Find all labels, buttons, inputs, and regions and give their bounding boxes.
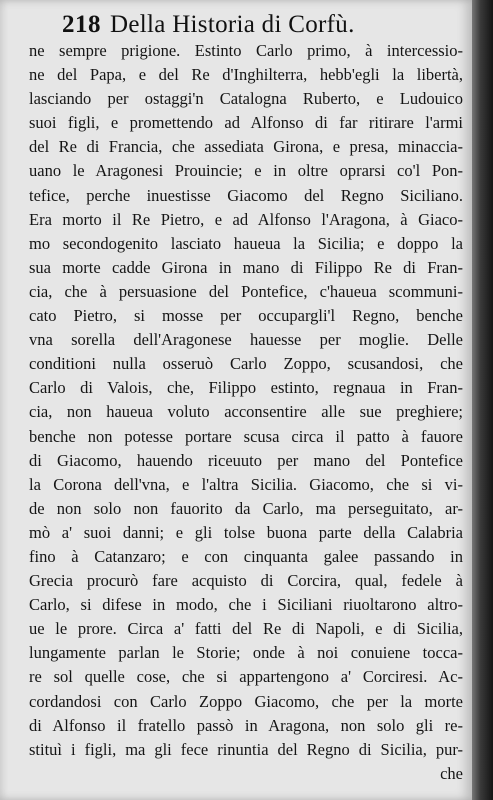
text-line: del Re di Francia, che assediata Girona, e presa, minaccia- [29,137,463,157]
text-line: cia, non haueua voluto acconsentire alle sue preghiere; [29,402,463,422]
body-text [29,39,463,786]
text-line: ne sempre prigione. Estinto Carlo primo, à intercessio- [29,41,463,60]
page-header [62,10,462,40]
catchword: che [440,763,463,783]
text-line: tefice, perche inuestisse Giacomo del Regno Siciliano. [29,185,463,205]
text-line: suoi figli, e promettendo ad Alfonso di far ritirare l'armi [29,113,463,133]
text-line: di Alfonso il fratello passò in Aragona, non solo gli re- [29,715,463,735]
text-line: stituì i figli, ma gli fece rinuntia del Regno di Sicilia, pur- [29,739,463,759]
text-line: lasciando per ostaggi'n Catalogna Ruberto, e Ludouico [29,89,463,109]
text-line: cordandosi con Carlo Zoppo Giacomo, che per la morte [29,691,463,711]
text-line: ne del Papa, e del Re d'Inghilterra, hebb'egli la libertà, [29,65,463,85]
text-line: lungamente parlan le Storie; onde à noi conuiene tocca- [29,643,463,663]
text-line: Era morto il Re Pietro, e ad Alfonso l'Aragona, à Giaco- [29,209,463,229]
text-line: mò a' suoi danni; e gli tolse buona parte della Calabria [29,522,463,542]
running-title: Della Historia di Corfù. [110,11,355,38]
text-line: mo secondogenito lasciato haueua la Sicilia; e doppo la [29,233,463,253]
text-line: uano le Aragonesi Prouincie; e in oltre oprarsi co'l Pon- [29,161,463,181]
text-line: di Giacomo, hauendo riceuuto per mano del Pontefice [29,450,463,470]
text-line: cato Pietro, si mosse per occupargli'l Regno, benche [29,306,463,326]
text-line: benche non potesse portare scusa circa il patto à fauore [29,426,463,446]
text-line: sua morte cadde Girona in mano di Filippo Re di Fran- [29,257,463,277]
text-line: re sol quelle cose, che si appartengono a' Corciresi. Ac- [29,667,463,687]
text-line: fino à Catanzaro; e con cinquanta galee passando in [29,546,463,566]
text-line: de non solo non fauorito da Carlo, ma perseguitato, ar- [29,498,463,518]
text-line: ue le prore. Circa a' fatti del Re di Napoli, e di Sicilia, [29,619,463,639]
text-line: cia, che à persuasione del Pontefice, c'haueua scommuni- [29,281,463,301]
text-line: vna sorella dell'Aragonese hauesse per moglie. Delle [29,330,463,350]
text-line: Grecia procurò fare acquisto di Corcira, qual, fedele à [29,571,463,591]
text-line: Carlo, si difese in modo, che i Siciliani riuoltarono altro- [29,595,463,615]
page-number: 218 [62,11,101,38]
text-line: conditioni nulla osseruò Carlo Zoppo, scusandosi, che [29,354,463,374]
text-line: la Corona dell'vna, e l'altra Sicilia. Giacomo, che si vi- [29,474,463,494]
book-edge-shadow [472,0,493,800]
text-line: Carlo di Valois, che, Filippo estinto, regnaua in Fran- [29,378,463,398]
